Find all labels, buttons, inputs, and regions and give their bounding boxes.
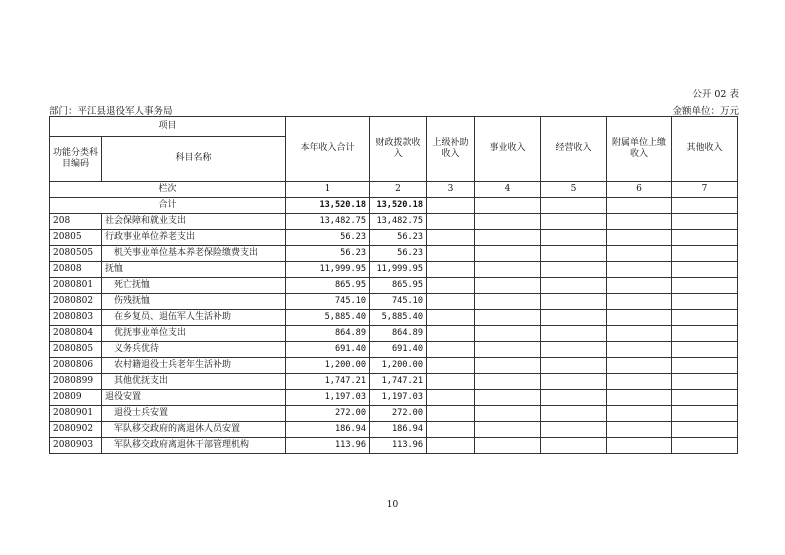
index-cell: 6 xyxy=(607,182,672,198)
row-fiscal: 865.95 xyxy=(370,278,427,294)
row-total: 1,200.00 xyxy=(286,358,370,374)
table-row xyxy=(50,214,738,230)
header-total: 本年收入合计 xyxy=(286,117,370,182)
row-name: 军队移交政府的离退休人员安置 xyxy=(102,422,286,438)
row-code: 2080899 xyxy=(50,374,102,390)
header-other: 其他收入 xyxy=(672,117,738,182)
table-row xyxy=(50,374,738,390)
department-label: 部门：平江县退役军人事务局 xyxy=(49,106,173,117)
row-total: 864.89 xyxy=(286,326,370,342)
row-code: 20808 xyxy=(50,262,102,278)
row-name: 优抚事业单位支出 xyxy=(102,326,286,342)
row-fiscal: 56.23 xyxy=(370,246,427,262)
row-code: 2080505 xyxy=(50,246,102,262)
row-total: 113.96 xyxy=(286,438,370,454)
row-code: 2080806 xyxy=(50,358,102,374)
row-name: 退役安置 xyxy=(102,390,286,406)
row-code: 2080801 xyxy=(50,278,102,294)
row-total: 272.00 xyxy=(286,406,370,422)
table-row xyxy=(50,342,738,358)
table-row xyxy=(50,278,738,294)
row-code: 2080805 xyxy=(50,342,102,358)
row-fiscal: 186.94 xyxy=(370,422,427,438)
table-row xyxy=(50,310,738,326)
row-total: 56.23 xyxy=(286,246,370,262)
row-code: 2080804 xyxy=(50,326,102,342)
table-row xyxy=(50,406,738,422)
row-total: 56.23 xyxy=(286,230,370,246)
row-code: 20809 xyxy=(50,390,102,406)
row-name: 抚恤 xyxy=(102,262,286,278)
row-name: 社会保障和就业支出 xyxy=(102,214,286,230)
index-cell: 4 xyxy=(475,182,541,198)
row-name: 其他优抚支出 xyxy=(102,374,286,390)
row-fiscal: 691.40 xyxy=(370,342,427,358)
index-label: 栏次 xyxy=(50,182,286,198)
row-name: 义务兵优待 xyxy=(102,342,286,358)
header-item: 项目 xyxy=(50,117,286,137)
row-fiscal: 56.23 xyxy=(370,230,427,246)
index-cell: 2 xyxy=(370,182,427,198)
row-fiscal: 1,200.00 xyxy=(370,358,427,374)
row-code: 2080803 xyxy=(50,310,102,326)
row-total: 1,197.03 xyxy=(286,390,370,406)
row-total: 186.94 xyxy=(286,422,370,438)
row-name: 农村籍退役士兵老年生活补助 xyxy=(102,358,286,374)
unit-label: 金额单位：万元 xyxy=(672,106,739,117)
row-name: 军队移交政府离退休干部管理机构 xyxy=(102,438,286,454)
total-income-fiscal: 13,520.18 xyxy=(370,198,427,214)
row-fiscal: 272.00 xyxy=(370,406,427,422)
row-name: 机关事业单位基本养老保险缴费支出 xyxy=(102,246,286,262)
form-number: 公开 02 表 xyxy=(692,89,739,100)
header-name: 科目名称 xyxy=(102,137,286,182)
row-name: 死亡抚恤 xyxy=(102,278,286,294)
index-cell: 5 xyxy=(541,182,607,198)
table-row xyxy=(50,246,738,262)
row-total: 691.40 xyxy=(286,342,370,358)
row-code: 2080901 xyxy=(50,406,102,422)
row-fiscal: 5,885.40 xyxy=(370,310,427,326)
index-cell: 1 xyxy=(286,182,370,198)
table-row xyxy=(50,294,738,310)
row-name: 行政事业单位养老支出 xyxy=(102,230,286,246)
header-superior: 上级补助收入 xyxy=(427,117,475,182)
total-income-total: 13,520.18 xyxy=(286,198,370,214)
page-number: 10 xyxy=(386,500,399,510)
table-row xyxy=(50,390,738,406)
table-row xyxy=(50,358,738,374)
table-row xyxy=(50,230,738,246)
row-total: 865.95 xyxy=(286,278,370,294)
row-total: 5,885.40 xyxy=(286,310,370,326)
row-total: 13,482.75 xyxy=(286,214,370,230)
row-name: 伤残抚恤 xyxy=(102,294,286,310)
income-table xyxy=(49,116,738,454)
row-total: 745.10 xyxy=(286,294,370,310)
row-fiscal: 13,482.75 xyxy=(370,214,427,230)
header-affiliated: 附属单位上缴收入 xyxy=(607,117,672,182)
row-total: 1,747.21 xyxy=(286,374,370,390)
data-rows xyxy=(50,214,738,454)
table-row xyxy=(50,326,738,342)
table-row xyxy=(50,422,738,438)
row-fiscal: 1,197.03 xyxy=(370,390,427,406)
table-row xyxy=(50,438,738,454)
row-code: 2080903 xyxy=(50,438,102,454)
row-code: 2080802 xyxy=(50,294,102,310)
row-code: 2080902 xyxy=(50,422,102,438)
row-fiscal: 113.96 xyxy=(370,438,427,454)
row-fiscal: 11,999.95 xyxy=(370,262,427,278)
row-code: 20805 xyxy=(50,230,102,246)
table-row xyxy=(50,262,738,278)
header-operating: 经营收入 xyxy=(541,117,607,182)
total-label: 合计 xyxy=(50,198,286,214)
index-cell: 7 xyxy=(672,182,738,198)
row-code: 208 xyxy=(50,214,102,230)
index-cell: 3 xyxy=(427,182,475,198)
row-fiscal: 1,747.21 xyxy=(370,374,427,390)
header-business: 事业收入 xyxy=(475,117,541,182)
row-name: 在乡复员、退伍军人生活补助 xyxy=(102,310,286,326)
header-code: 功能分类科目编码 xyxy=(50,137,102,182)
row-name: 退役士兵安置 xyxy=(102,406,286,422)
row-fiscal: 864.89 xyxy=(370,326,427,342)
row-total: 11,999.95 xyxy=(286,262,370,278)
header-fiscal: 财政拨款收入 xyxy=(370,117,427,182)
row-fiscal: 745.10 xyxy=(370,294,427,310)
